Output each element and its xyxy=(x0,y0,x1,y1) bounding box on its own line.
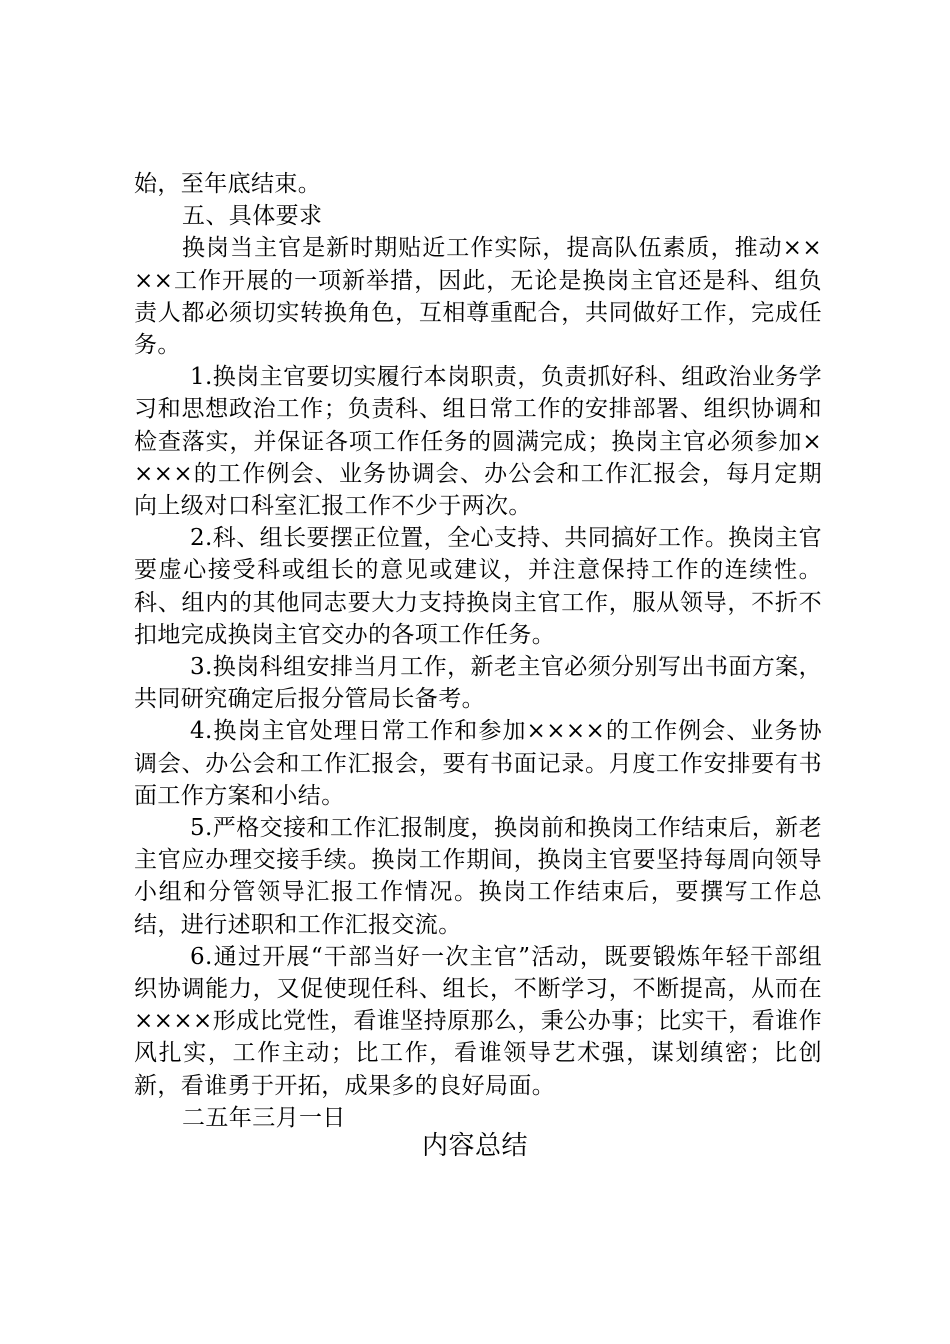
paragraph-intro: 换岗当主官是新时期贴近工作实际，提高队伍素质，推动××××工作开展的一项新举措，因此，无论是换岗主官还是科、组负责人都必须切实转换角色，互相尊重配合，共同做好工作，完成任务。 xyxy=(134,235,822,359)
requirement-item-6: 6.通过开展“干部当好一次主官”活动，既要锻炼年轻干部组织协调能力，又促使现任科、组长，不断学习，不断提高，从而在××××形成比党性，看谁坚持原那么，秉公办事；比实干，看谁作风扎实，工作主动；比工作，看谁领导艺术强，谋划缜密；比创新，看谁勇于开拓，成果多的良好局面。 xyxy=(134,943,822,1099)
requirement-item-1: 1.换岗主官要切实履行本岗职责，负责抓好科、组政治业务学习和思想政治工作；负责科、组日常工作的安排部署、组织协调和检查落实，并保证各项工作任务的圆满完成；换岗主官必须参加××××的工作例会、业务协调会、办公会和工作汇报会，每月定期向上级对口科室汇报工作不少于两次。 xyxy=(134,364,822,520)
requirement-item-3: 3.换岗科组安排当月工作，新老主官必须分别写出书面方案，共同研究确定后报分管局长备考。 xyxy=(134,654,822,713)
section-heading-requirements: 五、具体要求 xyxy=(182,203,323,230)
document-date: 二五年三月一日 xyxy=(182,1104,346,1131)
requirement-item-5: 5.严格交接和工作汇报制度，换岗前和换岗工作结束后，新老主官应办理交接手续。换岗工作期间，换岗主官要坚持每周向领导小组和分管领导汇报工作情况。换岗工作结束后，要撰写工作总结，进行述职和工作汇报交流。 xyxy=(134,815,822,938)
document-body xyxy=(134,168,822,1134)
requirement-item-4: 4.换岗主官处理日常工作和参加××××的工作例会、业务协调会、办公会和工作汇报会，要有书面记录。月度工作安排要有书面工作方案和小结。 xyxy=(134,718,822,809)
summary-title: 内容总结 xyxy=(421,1131,528,1161)
paragraph-continuation: 始，至年底结束。 xyxy=(134,171,322,197)
requirement-item-2: 2.科、组长要摆正位置，全心支持、共同搞好工作。换岗主官要虚心接受科或组长的意见或建议，并注意保持工作的连续性。科、组内的其他同志要大力支持换岗主官工作，服从领导，不折不扣地完成换岗主官交办的各项工作任务。 xyxy=(134,525,822,648)
